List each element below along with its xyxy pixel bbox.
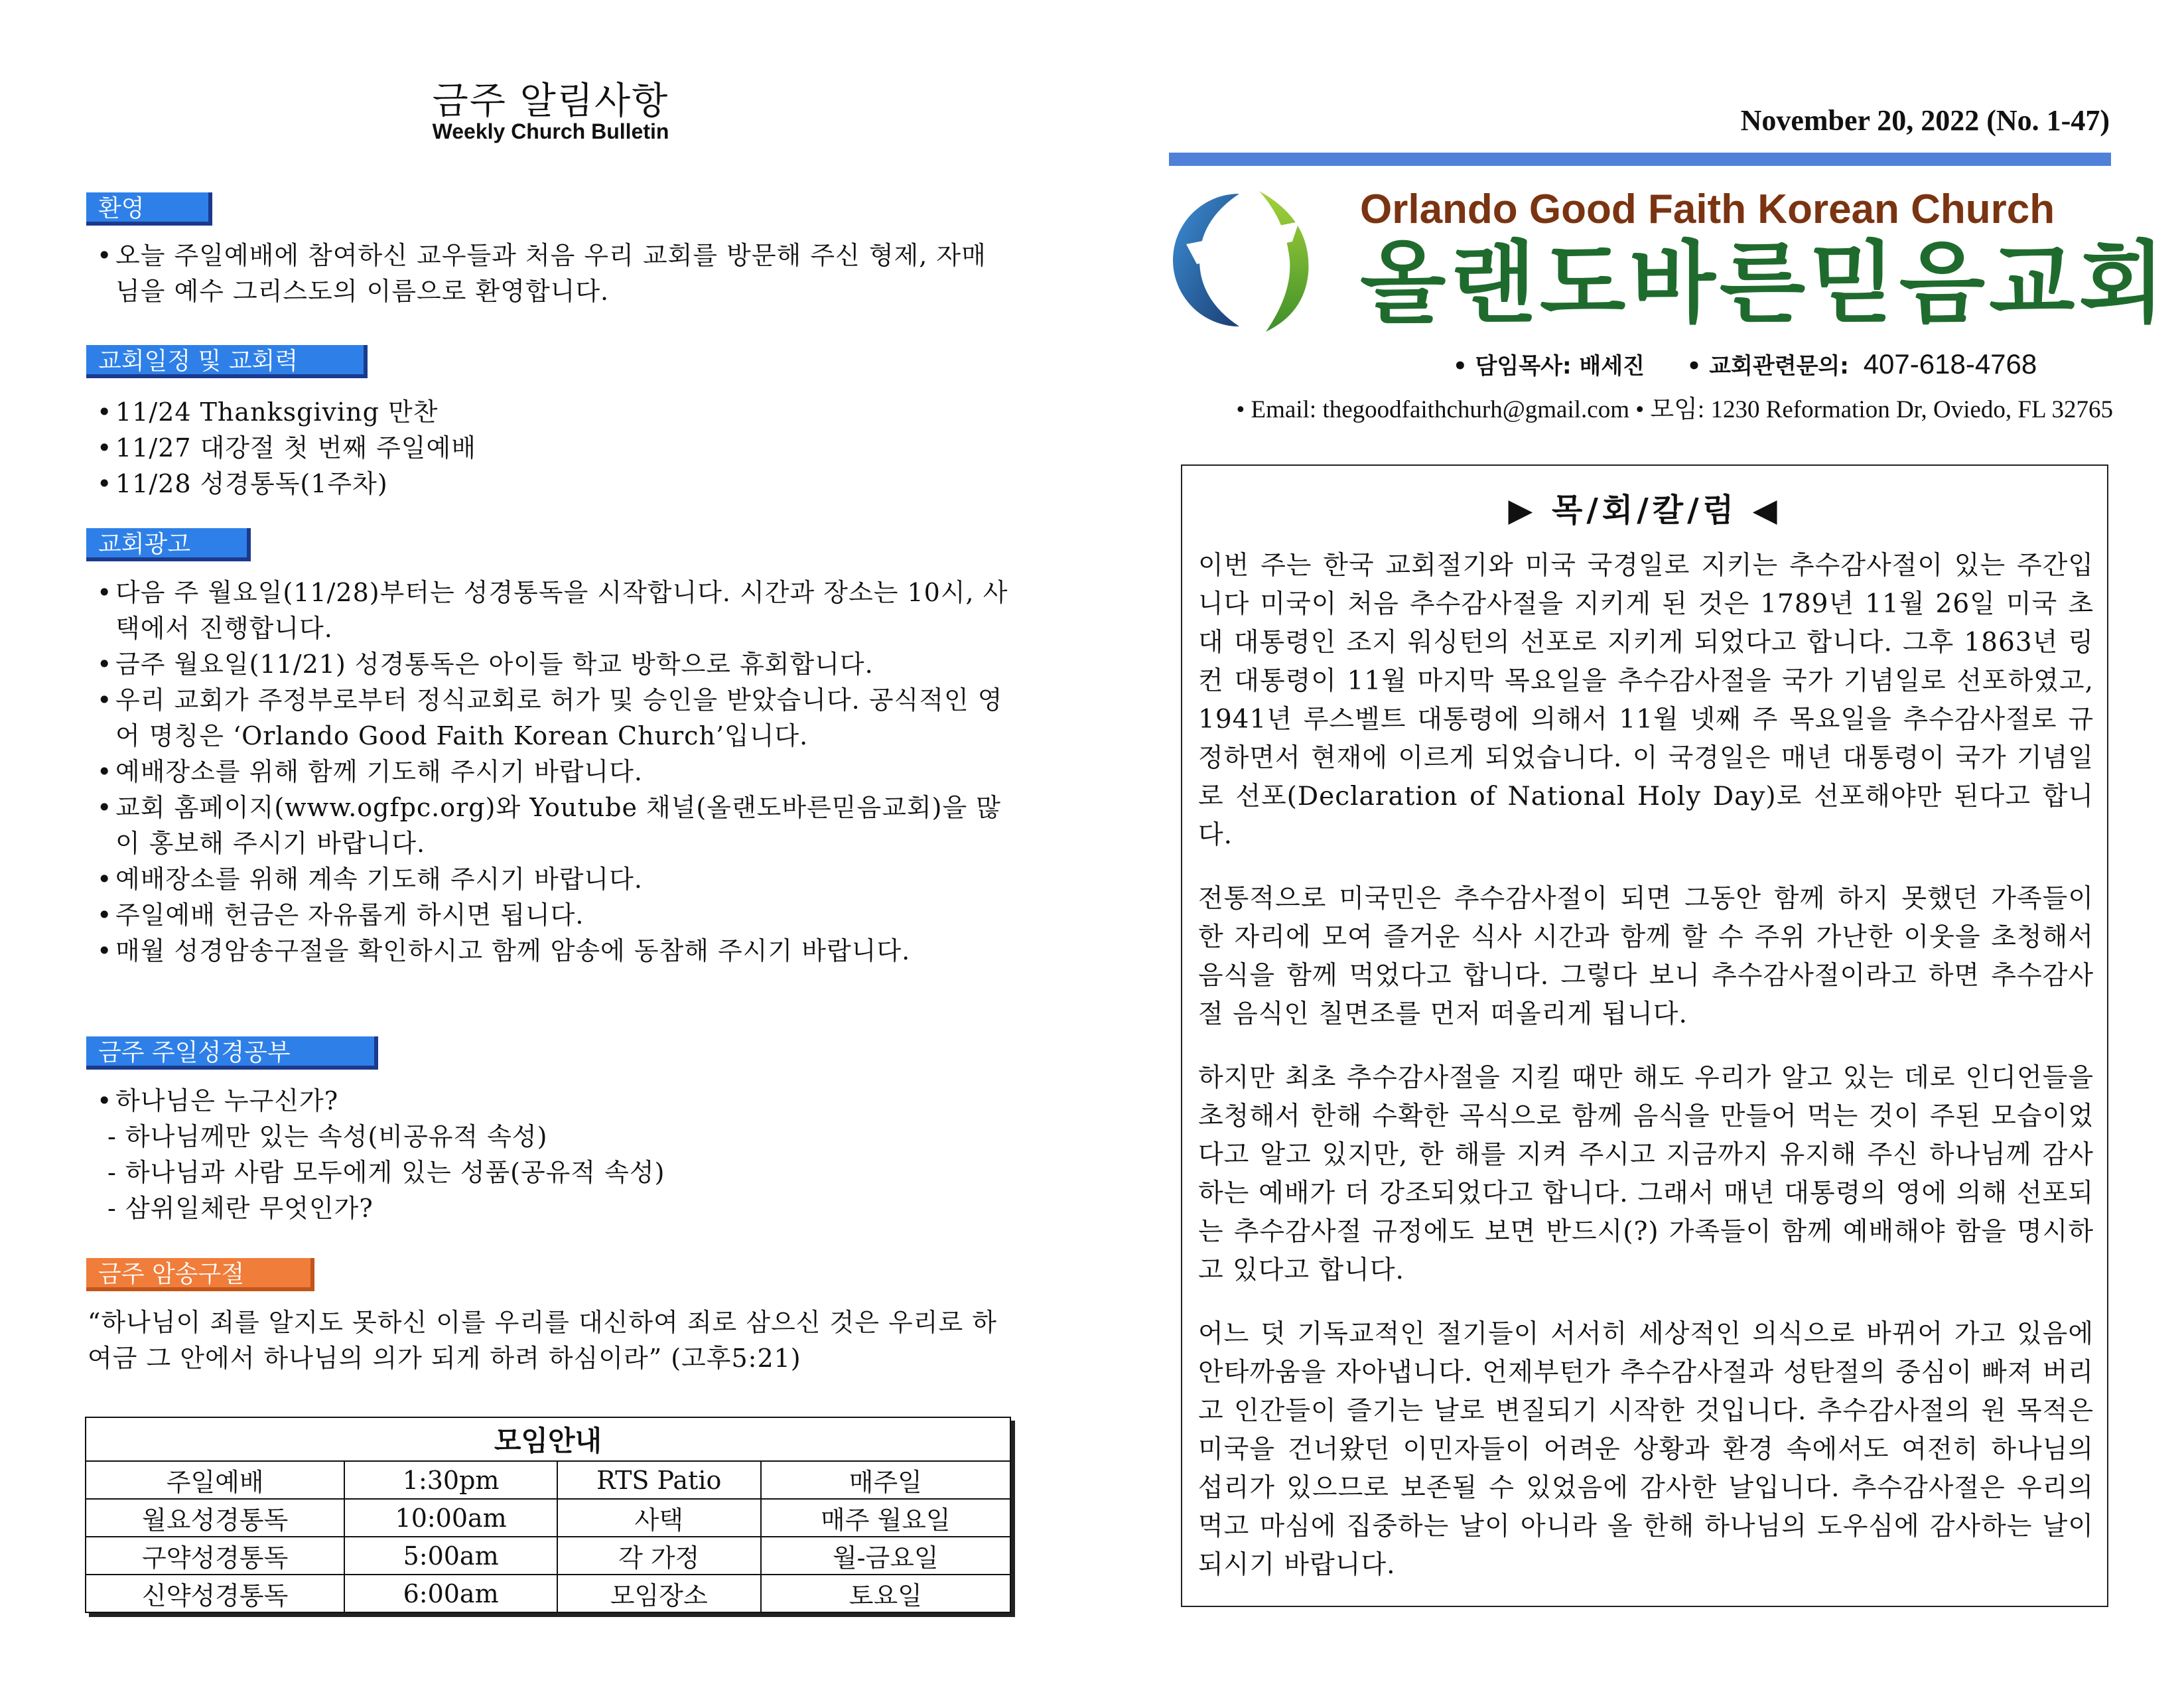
ad-item: • 교회 홈페이지(www.ogfpc.org)와 Youtube 채널(올랜도바른믿음교회)을 많이 홍보해 주시기 바랍니다. (93, 790, 1022, 861)
meeting-name: 구약성경통독 (86, 1537, 344, 1575)
meeting-name: 신약성경통독 (86, 1575, 344, 1612)
column-paragraph: 전통적으로 미국민은 추수감사절이 되면 그동안 함께 하지 못했던 가족들이 한 자리에 모여 즐거운 식사 시간과 함께 할 수 주위 가난한 이웃을 초청해서 음식을 함께 먹었다고 합니다. 그렇다 보니 추수감사절이라고 하면 추수감사절 음식인 칠면조를 먼저 떠올리게 됩니다. (1198, 884, 2094, 1029)
bulletin-title-english: Weekly Church Bulletin (432, 119, 669, 143)
ad-item: • 주일예배 헌금은 자유롭게 하시면 됩니다. (93, 897, 1022, 933)
pastor-column-title: ▶ 목/회/칼/럼 ◀ (1508, 492, 1781, 529)
ads-section (93, 575, 1022, 969)
church-name-english: Orlando Good Faith Korean Church (1360, 186, 2055, 232)
meeting-name: 월요성경통독 (86, 1499, 344, 1537)
study-subpoint: - 삼위일체란 무엇인가? (107, 1194, 374, 1223)
meeting-day: 매주일 (761, 1461, 1010, 1499)
church-logo-icon (1160, 180, 1319, 340)
study-question: • 하나님은 누구신가? (93, 1083, 989, 1119)
schedule-item: • 11/28 성경통독(1주차) (93, 466, 989, 502)
meeting-day: 토요일 (761, 1575, 1010, 1612)
welcome-item: • 오늘 주일예배에 참여하신 교우들과 처음 우리 교회를 방문해 주신 형제, 자매님을 예수 그리스도의 이름으로 환영합니다. (93, 238, 989, 309)
contact-label: • 교회관련문의: (1686, 353, 1849, 380)
ad-item: • 우리 교회가 주정부로부터 정식교회로 허가 및 승인을 받았습니다. 공식적인 영어 명칭은 ‘Orlando Good Faith Korean Church’입니다. (93, 682, 1022, 754)
pastor-label: • 담임목사: (1453, 353, 1572, 380)
meeting-table (85, 1417, 1011, 1613)
schedule-heading: 교회일정 및 교회력 (86, 345, 368, 378)
meeting-name: 주일예배 (86, 1461, 344, 1499)
bulletin-title-korean: 금주 알림사항 (432, 80, 669, 123)
meeting-place: 사택 (557, 1499, 761, 1537)
meeting-time: 6:00am (344, 1575, 557, 1612)
meeting-time: 5:00am (344, 1537, 557, 1575)
table-row (86, 1461, 1010, 1499)
meeting-time: 1:30pm (344, 1461, 557, 1499)
meeting-day: 월-금요일 (761, 1537, 1010, 1575)
ad-item: • 금주 월요일(11/21) 성경통독은 아이들 학교 방학으로 휴회합니다. (93, 646, 1022, 682)
welcome-heading: 환영 (86, 192, 212, 226)
study-section (93, 1083, 989, 1226)
schedule-section (93, 394, 989, 502)
verse-heading: 금주 암송구절 (86, 1258, 314, 1291)
study-subpoint: - 하나님께만 있는 속성(비공유적 속성) (107, 1122, 548, 1151)
schedule-item: • 11/27 대강절 첫 번째 주일예배 (93, 430, 989, 466)
ad-item: • 매월 성경암송구절을 확인하시고 함께 암송에 동참해 주시기 바랍니다. (93, 933, 1022, 969)
contact-phone: 407-618-4768 (1863, 348, 2037, 380)
meeting-place: RTS Patio (557, 1461, 761, 1499)
contact-line (1453, 348, 2037, 380)
header-divider (1169, 153, 2111, 166)
ad-item: • 예배장소를 위해 계속 기도해 주시기 바랍니다. (93, 861, 1022, 897)
meeting-day: 매주 월요일 (761, 1499, 1010, 1537)
table-row (86, 1499, 1010, 1537)
welcome-section (93, 238, 989, 309)
pastor-name: 배세진 (1579, 353, 1645, 380)
church-name-korean: 올랜도바른믿음교회 (1360, 232, 2169, 335)
column-paragraph: 어느 덧 기독교적인 절기들이 서서히 세상적인 의식으로 바뀌어 가고 있음에 안타까움을 자아냅니다. 언제부턴가 추수감사절과 성탄절의 중심이 빠져 버리고 인간들이 즐기는 날로 변질되기 시작한 것입니다. 추수감사절의 원 목적은 미국을 건너왔던 이민자들이 어려운 상황과 환경 속에서도 여전히 하나님의 섭리가 있으므로 보존될 수 있었음에 감사한 날입니다. 추수감사절은 우리의 먹고 마심에 집중하는 날이 아니라 올 한해 하나님의 도우심에 감사하는 날이 되시기 바랍니다. (1198, 1319, 2094, 1580)
study-subpoint: - 하나님과 사람 모두에게 있는 성품(공유적 속성) (107, 1158, 665, 1187)
memory-verse: “하나님이 죄를 알지도 못하신 이를 우리를 대신하여 죄로 삼으신 것은 우리로 하여금 그 안에서 하나님의 의가 되게 하려 하심이라” (고후5:21) (88, 1308, 997, 1373)
meeting-time: 10:00am (344, 1499, 557, 1537)
bulletin-date-issue: November 20, 2022 (No. 1-47) (1740, 104, 2110, 137)
column-paragraph: 이번 주는 한국 교회절기와 미국 국경일로 지키는 추수감사절이 있는 주간입니다 미국이 처음 추수감사절을 지키게 된 것은 1789년 11월 26일 미국 초대 대통령인 조지 워싱턴의 선포로 지키게 되었다고 합니다. 그후 1863년 링컨 대통령이 11월 마지막 목요일을 추수감사절을 국가 기념일로 선포하였고, 1941년 루스벨트 대통령에 의해서 11월 넷째 주 목요일을 추수감사절로 규정하면서 현재에 이르게 되었습니다. 이 국경일은 매년 대통령이 국가 기념일로 선포(Declaration of National Holy Day)로 선포해야만 된다고 합니다. (1198, 551, 2094, 850)
column-paragraph: 하지만 최초 추수감사절을 지킬 때만 해도 우리가 알고 있는 데로 인디언들을 초청해서 한해 수확한 곡식으로 함께 음식을 만들어 먹는 것이 주된 모습이었다고 알고 있지만, 한 해를 지켜 주시고 지금까지 유지해 주신 하나님께 감사하는 예배가 더 강조되었다고 합니다. 그래서 매년 대통령의 영에 의해 선포되는 추수감사절 규정에도 보면 반드시(?) 가족들이 함께 예배해야 함을 명시하고 있다고 합니다. (1198, 1063, 2094, 1285)
table-row (86, 1575, 1010, 1612)
meeting-place: 모임장소 (557, 1575, 761, 1612)
study-heading: 금주 주일성경공부 (86, 1036, 378, 1070)
schedule-item: • 11/24 Thanksgiving 만찬 (93, 394, 989, 430)
ad-item: • 예배장소를 위해 함께 기도해 주시기 바랍니다. (93, 754, 1022, 790)
meeting-table-title: 모임안내 (86, 1417, 1010, 1461)
table-row (86, 1537, 1010, 1575)
ads-heading: 교회광고 (86, 528, 251, 561)
meeting-place: 각 가정 (557, 1537, 761, 1575)
ad-item: • 다음 주 월요일(11/28)부터는 성경통독을 시작합니다. 시간과 장소는 10시, 사택에서 진행합니다. (93, 575, 1022, 646)
email-address-line: • Email: thegoodfaithchurh@gmail.com • 모임: 1230 Reformation Dr, Oviedo, FL 32765 (1236, 396, 2113, 423)
